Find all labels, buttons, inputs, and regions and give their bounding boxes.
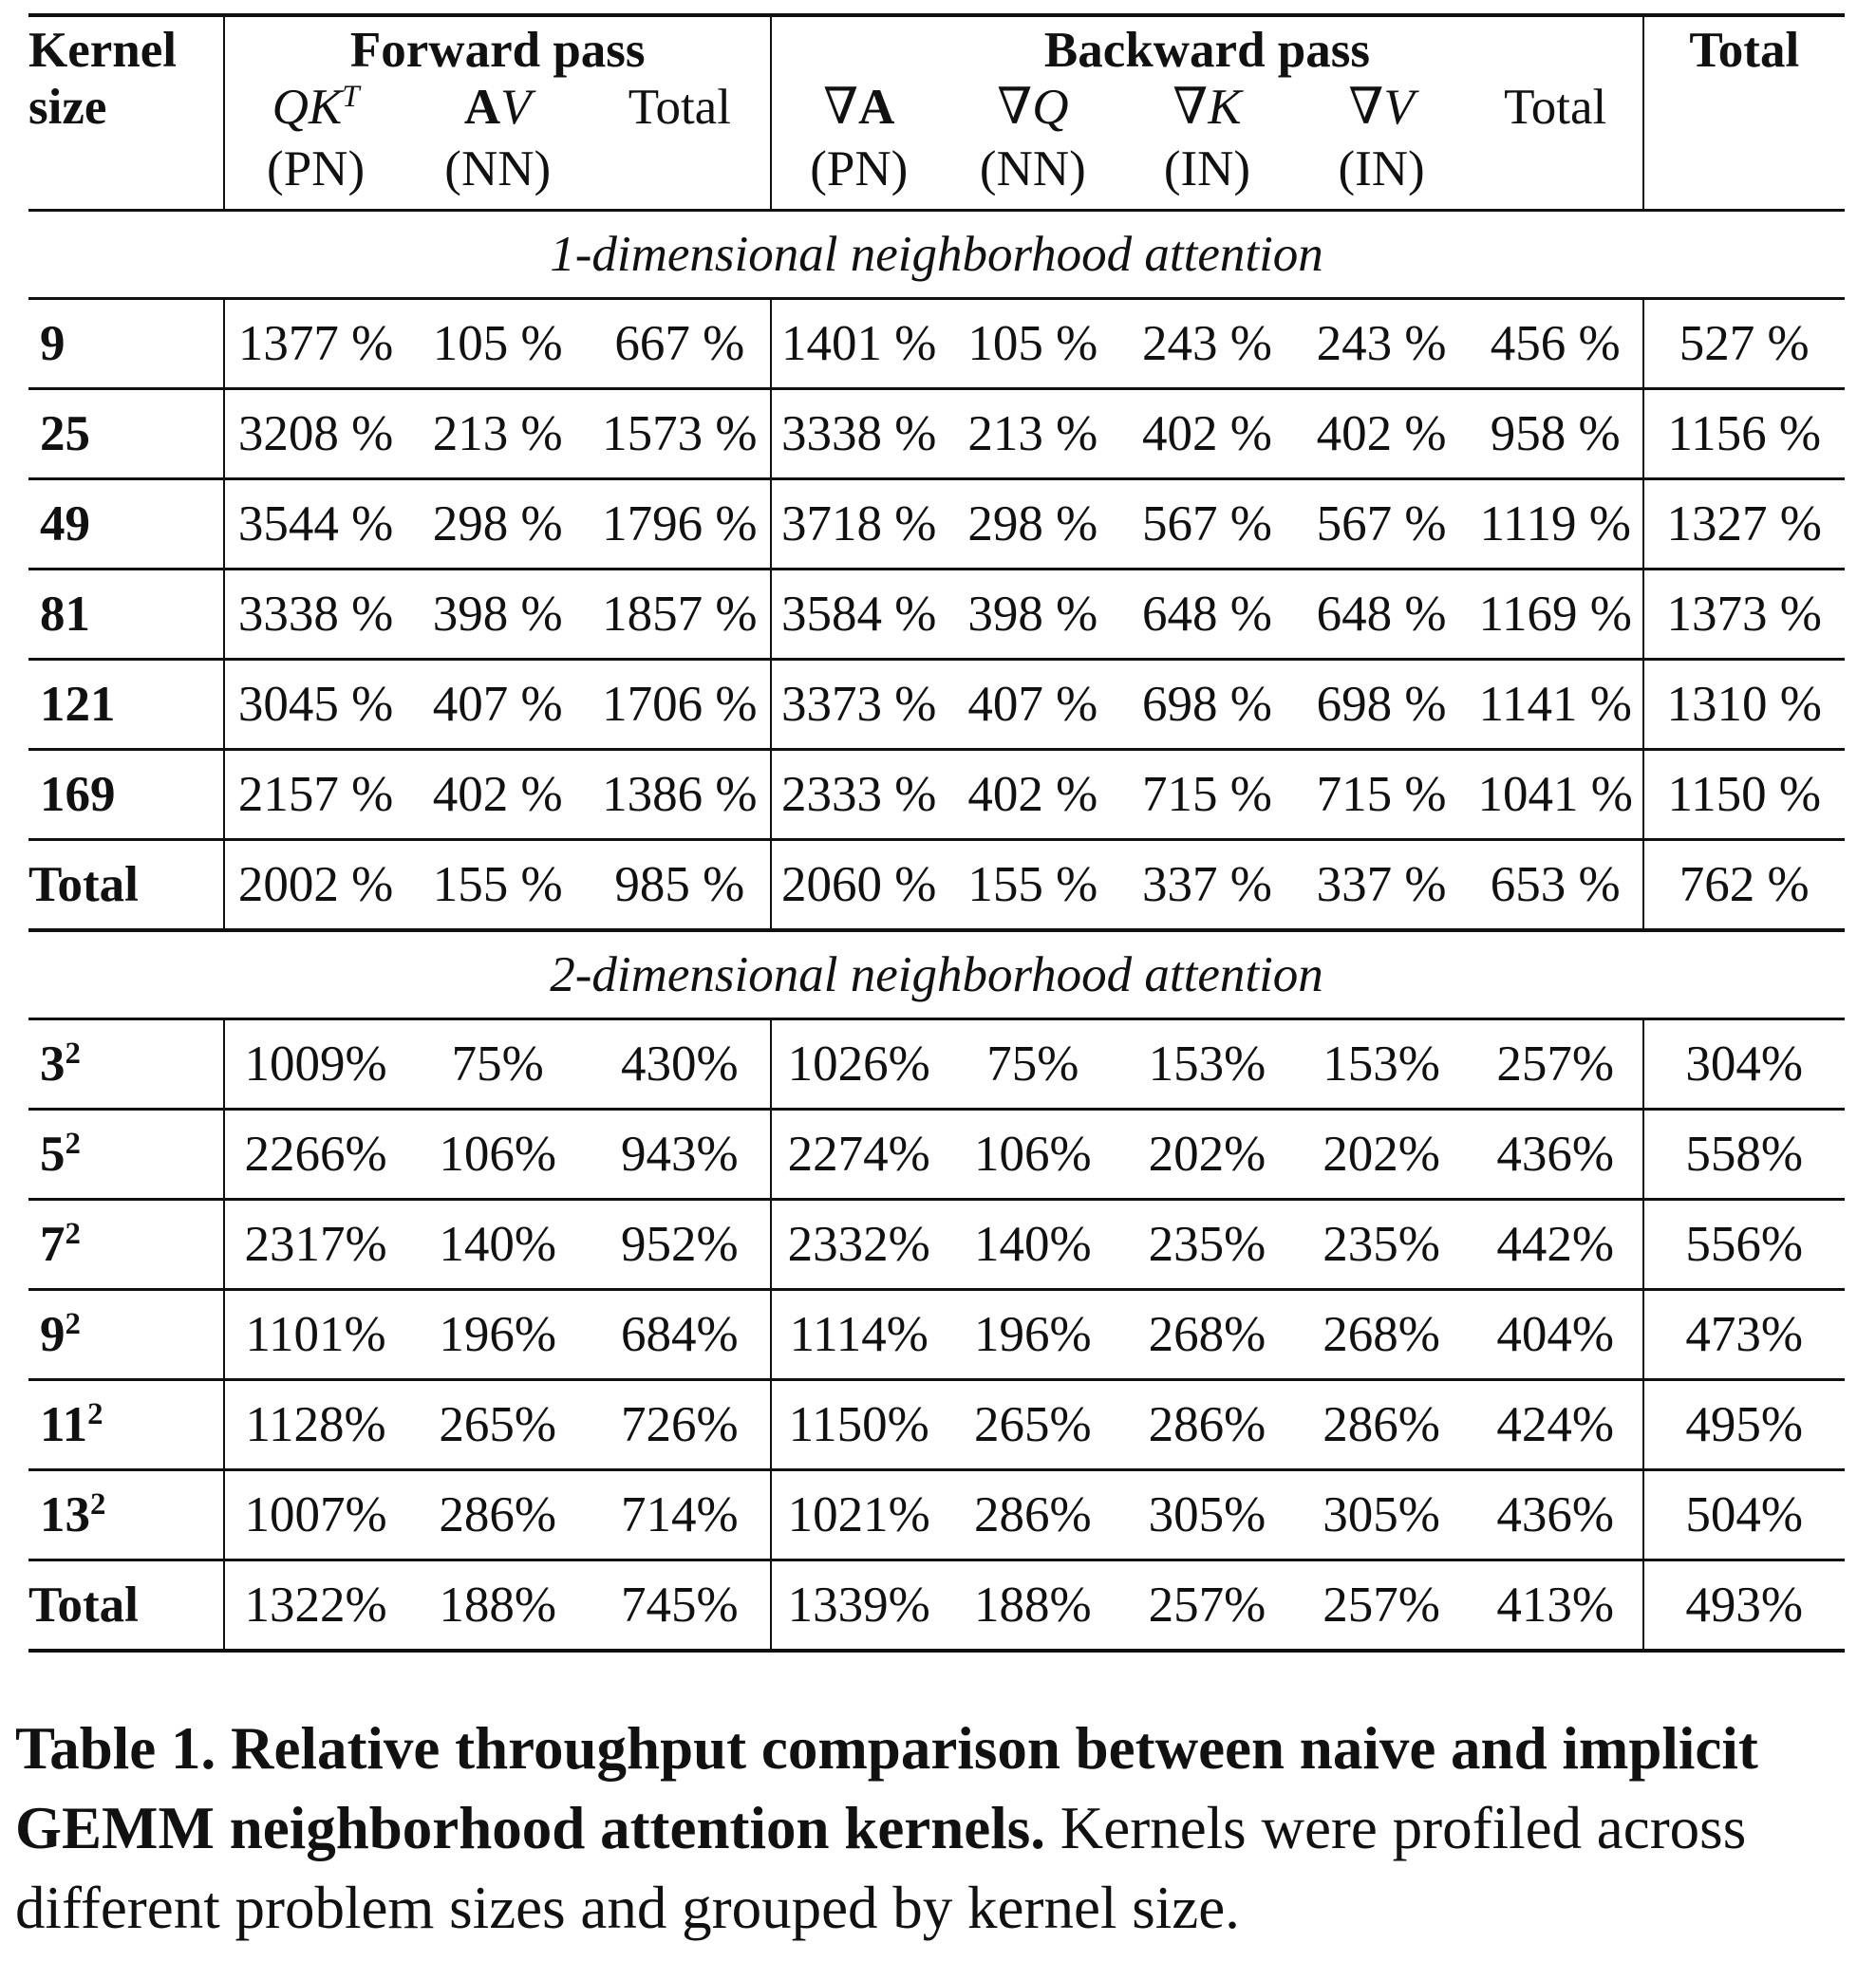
table-row	[28, 389, 1845, 479]
value-cell: 155 %	[432, 857, 563, 912]
grad-k-header	[1120, 76, 1295, 139]
table-row	[28, 1470, 1845, 1560]
kernel-size-exponent: 2	[65, 1036, 81, 1071]
qkt-superscript: T	[342, 79, 360, 114]
value-cell: 442%	[1496, 1217, 1615, 1272]
qkt-symbol: QK	[272, 79, 343, 135]
kernel-size-value: 7	[40, 1217, 66, 1272]
value-cell: 286%	[1323, 1397, 1440, 1452]
value-cell: 424%	[1496, 1397, 1615, 1452]
table-caption	[15, 1709, 1857, 1948]
value-cell: 2333 %	[771, 750, 946, 840]
value-cell: 952%	[621, 1217, 739, 1272]
value-cell: 105 %	[432, 316, 563, 371]
value-cell: 298 %	[432, 496, 563, 551]
value-cell: 1128%	[224, 1380, 406, 1470]
value-cell: 243 %	[1316, 316, 1447, 371]
kernel-size-cell	[28, 840, 224, 931]
value-cell: 1119 %	[1479, 496, 1631, 551]
kernel-size-cell	[28, 389, 224, 479]
value-cell: 2002 %	[224, 840, 406, 931]
value-cell: 1401 %	[771, 299, 946, 389]
value-cell: 235%	[1323, 1217, 1440, 1272]
value-cell: 2332%	[771, 1200, 946, 1290]
kernel-size-exponent: 2	[65, 1126, 81, 1161]
value-cell: 714%	[621, 1487, 739, 1542]
value-cell: 1339%	[771, 1560, 946, 1652]
value-cell: 305%	[1148, 1487, 1266, 1542]
value-cell: 1141 %	[1478, 677, 1632, 732]
kernel-size-value: 11	[40, 1397, 88, 1452]
value-cell: 268%	[1148, 1307, 1266, 1362]
kernel-size-cell	[28, 1200, 224, 1290]
value-cell: 3718 %	[771, 479, 946, 570]
value-cell: 527 %	[1643, 299, 1845, 389]
value-cell: 1373 %	[1643, 570, 1845, 660]
grad-v-header	[1294, 76, 1469, 139]
table-row	[28, 1200, 1845, 1290]
value-cell: 196%	[439, 1307, 557, 1362]
kernel-size-value: 121	[40, 677, 116, 732]
value-cell: 257%	[1496, 1037, 1615, 1092]
table-row	[28, 840, 1845, 931]
value-cell: 188%	[439, 1578, 557, 1633]
value-cell: 653 %	[1490, 857, 1621, 912]
qkt-header	[224, 76, 406, 139]
results-table	[28, 13, 1845, 1653]
value-cell: 75%	[986, 1037, 1079, 1092]
value-cell: 2157 %	[224, 750, 406, 840]
value-cell: 2060 %	[771, 840, 946, 931]
value-cell: 745%	[621, 1578, 739, 1633]
value-cell: 2317%	[224, 1200, 406, 1290]
table-row	[28, 299, 1845, 389]
value-cell: 3544 %	[224, 479, 406, 570]
av-header	[406, 76, 589, 139]
table-row	[28, 660, 1845, 750]
kernel-size-value: 25	[40, 406, 90, 461]
caption-title: Table 1. Relative throughput comparison between naive and implicit GEMM neighborhood attention kernels.	[15, 1715, 1758, 1861]
value-cell: 1114%	[771, 1290, 946, 1380]
kernel-size-cell	[28, 1019, 224, 1110]
value-cell: 196%	[974, 1307, 1092, 1362]
value-cell: 943%	[621, 1127, 739, 1182]
kernel-header-line2: size	[28, 79, 107, 135]
value-cell: 75%	[451, 1037, 544, 1092]
grad-k-type: (IN)	[1163, 141, 1251, 196]
value-cell: 235%	[1148, 1217, 1266, 1272]
value-cell: 106%	[974, 1127, 1092, 1182]
value-cell: 188%	[974, 1578, 1092, 1633]
value-cell: 265%	[974, 1397, 1092, 1452]
section-row	[28, 211, 1845, 299]
value-cell: 667 %	[614, 316, 745, 371]
value-cell: 3338 %	[771, 389, 946, 479]
value-cell: 726%	[621, 1397, 739, 1452]
value-cell: 413%	[1496, 1578, 1615, 1633]
value-cell: 3208 %	[224, 389, 406, 479]
kernel-size-value: 3	[40, 1037, 66, 1092]
value-cell: 1377 %	[224, 299, 406, 389]
section-title: 2-dimensional neighborhood attention	[550, 947, 1323, 1002]
table-row	[28, 750, 1845, 840]
value-cell: 567 %	[1142, 496, 1272, 551]
kernel-size-cell	[28, 1470, 224, 1560]
value-cell: 268%	[1323, 1307, 1440, 1362]
value-cell: 1706 %	[602, 677, 758, 732]
value-cell: 558%	[1643, 1110, 1845, 1200]
kernel-size-cell	[28, 660, 224, 750]
grad-v-type: (IN)	[1338, 141, 1425, 196]
value-cell: 1327 %	[1643, 479, 1845, 570]
kernel-size-value: Total	[28, 1578, 139, 1633]
value-cell: 3584 %	[771, 570, 946, 660]
value-cell: 556%	[1643, 1200, 1845, 1290]
kernel-size-value: Total	[28, 857, 139, 912]
value-cell: 698 %	[1142, 677, 1272, 732]
value-cell: 715 %	[1316, 767, 1447, 822]
value-cell: 402 %	[967, 767, 1098, 822]
forward-pass-header: Forward pass	[224, 15, 771, 76]
kernel-size-value: 169	[40, 767, 116, 822]
backward-total-header: Total	[1504, 79, 1607, 135]
value-cell: 436%	[1496, 1487, 1615, 1542]
value-cell: 407 %	[967, 677, 1098, 732]
kernel-size-exponent: 2	[65, 1216, 81, 1251]
value-cell: 762 %	[1643, 840, 1845, 931]
av-bold-symbol: A	[463, 79, 501, 135]
value-cell: 337 %	[1142, 857, 1272, 912]
value-cell: 1156 %	[1643, 389, 1845, 479]
section-title: 1-dimensional neighborhood attention	[550, 227, 1323, 282]
value-cell: 286%	[439, 1487, 557, 1542]
grad-q-header	[946, 76, 1120, 139]
value-cell: 213 %	[967, 406, 1098, 461]
av-symbol: V	[500, 79, 532, 135]
kernel-size-cell	[28, 299, 224, 389]
table-row	[28, 1290, 1845, 1380]
grad-v-symbol: V	[1383, 79, 1415, 135]
kernel-size-exponent: 2	[87, 1396, 103, 1431]
value-cell: 456 %	[1490, 316, 1621, 371]
kernel-size-cell	[28, 479, 224, 570]
value-cell: 257%	[1148, 1578, 1266, 1633]
kernel-size-value: 9	[40, 316, 66, 371]
value-cell: 305%	[1323, 1487, 1440, 1542]
table-header	[28, 15, 1845, 211]
value-cell: 2266%	[224, 1110, 406, 1200]
table-row	[28, 1110, 1845, 1200]
kernel-size-cell	[28, 1290, 224, 1380]
grad-a-header	[771, 76, 946, 139]
forward-total-spacer	[589, 139, 771, 211]
value-cell: 1101%	[224, 1290, 406, 1380]
value-cell: 153%	[1148, 1037, 1266, 1092]
value-cell: 567 %	[1316, 496, 1447, 551]
value-cell: 436%	[1496, 1127, 1615, 1182]
value-cell: 1041 %	[1477, 767, 1633, 822]
value-cell: 648 %	[1316, 587, 1447, 642]
value-cell: 202%	[1323, 1127, 1440, 1182]
value-cell: 402 %	[1142, 406, 1272, 461]
kernel-size-value: 81	[40, 587, 90, 642]
value-cell: 404%	[1496, 1307, 1615, 1362]
value-cell: 140%	[439, 1217, 557, 1272]
value-cell: 958 %	[1490, 406, 1621, 461]
kernel-header-line1: Kernel	[28, 23, 177, 78]
value-cell: 648 %	[1142, 587, 1272, 642]
kernel-size-value: 49	[40, 496, 90, 551]
value-cell: 398 %	[967, 587, 1098, 642]
nabla-glyph: ∇	[1172, 79, 1209, 135]
grad-q-symbol: Q	[1032, 79, 1069, 135]
value-cell: 1026%	[771, 1019, 946, 1110]
value-cell: 213 %	[432, 406, 563, 461]
kernel-size-exponent: 2	[90, 1486, 106, 1522]
kernel-size-exponent: 2	[65, 1306, 81, 1341]
value-cell: 1310 %	[1643, 660, 1845, 750]
backward-pass-header: Backward pass	[771, 15, 1642, 76]
kernel-size-value: 9	[40, 1307, 66, 1362]
table-row	[28, 570, 1845, 660]
value-cell: 493%	[1643, 1560, 1845, 1652]
value-cell: 243 %	[1142, 316, 1272, 371]
value-cell: 1007%	[224, 1470, 406, 1560]
value-cell: 1021%	[771, 1470, 946, 1560]
grad-a-type: (PN)	[771, 139, 946, 211]
grad-k-symbol: K	[1208, 79, 1242, 135]
grad-a-symbol: A	[858, 79, 895, 135]
table-body	[28, 211, 1845, 1652]
value-cell: 402 %	[1316, 406, 1447, 461]
kernel-size-value: 5	[40, 1127, 66, 1182]
kernel-size-cell	[28, 1380, 224, 1470]
total-header-spacer	[1643, 76, 1845, 139]
value-cell: 698 %	[1316, 677, 1447, 732]
backward-total-spacer	[1469, 139, 1643, 211]
table-row	[28, 1380, 1845, 1470]
value-cell: 153%	[1323, 1037, 1440, 1092]
kernel-size-cell	[28, 1560, 224, 1652]
av-type: (NN)	[444, 141, 552, 196]
value-cell: 1009%	[224, 1019, 406, 1110]
value-cell: 1796 %	[602, 496, 758, 551]
value-cell: 105 %	[967, 316, 1098, 371]
value-cell: 286%	[1148, 1397, 1266, 1452]
value-cell: 155 %	[967, 857, 1098, 912]
kernel-size-cell	[28, 750, 224, 840]
value-cell: 430%	[621, 1037, 739, 1092]
value-cell: 504%	[1643, 1470, 1845, 1560]
value-cell: 1322%	[224, 1560, 406, 1652]
table-row	[28, 1560, 1845, 1652]
qkt-type: (PN)	[224, 139, 406, 211]
value-cell: 985 %	[614, 857, 745, 912]
value-cell: 1386 %	[602, 767, 758, 822]
value-cell: 1857 %	[602, 587, 758, 642]
value-cell: 337 %	[1316, 857, 1447, 912]
value-cell: 407 %	[432, 677, 563, 732]
value-cell: 1150%	[771, 1380, 946, 1470]
total-type-spacer	[1643, 139, 1845, 211]
value-cell: 257%	[1323, 1578, 1440, 1633]
kernel-size-cell	[28, 1110, 224, 1200]
value-cell: 304%	[1643, 1019, 1845, 1110]
value-cell: 398 %	[432, 587, 563, 642]
nabla-glyph: ∇	[1348, 79, 1384, 135]
table-row	[28, 1019, 1845, 1110]
table-row	[28, 479, 1845, 570]
value-cell: 2274%	[771, 1110, 946, 1200]
value-cell: 402 %	[432, 767, 563, 822]
value-cell: 3373 %	[771, 660, 946, 750]
value-cell: 1573 %	[602, 406, 758, 461]
kernel-size-cell	[28, 570, 224, 660]
value-cell: 3045 %	[224, 660, 406, 750]
kernel-size-value: 13	[40, 1487, 90, 1542]
section-row	[28, 930, 1845, 1019]
value-cell: 286%	[974, 1487, 1092, 1542]
value-cell: 298 %	[967, 496, 1098, 551]
value-cell: 684%	[621, 1307, 739, 1362]
grad-q-type: (NN)	[979, 141, 1086, 196]
value-cell: 495%	[1643, 1380, 1845, 1470]
value-cell: 202%	[1148, 1127, 1266, 1182]
value-cell: 265%	[439, 1397, 557, 1452]
value-cell: 715 %	[1142, 767, 1272, 822]
total-header: Total	[1643, 15, 1845, 76]
value-cell: 3338 %	[224, 570, 406, 660]
forward-total-header: Total	[628, 79, 731, 135]
value-cell: 106%	[439, 1127, 557, 1182]
nabla-glyph: ∇	[997, 79, 1033, 135]
kernel-header-spacer	[28, 139, 224, 211]
value-cell: 473%	[1643, 1290, 1845, 1380]
value-cell: 1150 %	[1643, 750, 1845, 840]
nabla-glyph: ∇	[823, 79, 859, 135]
caption-text: Kernels were profiled across different problem sizes and grouped by kernel size.	[15, 1795, 1747, 1941]
value-cell: 1169 %	[1478, 587, 1632, 642]
value-cell: 140%	[974, 1217, 1092, 1272]
